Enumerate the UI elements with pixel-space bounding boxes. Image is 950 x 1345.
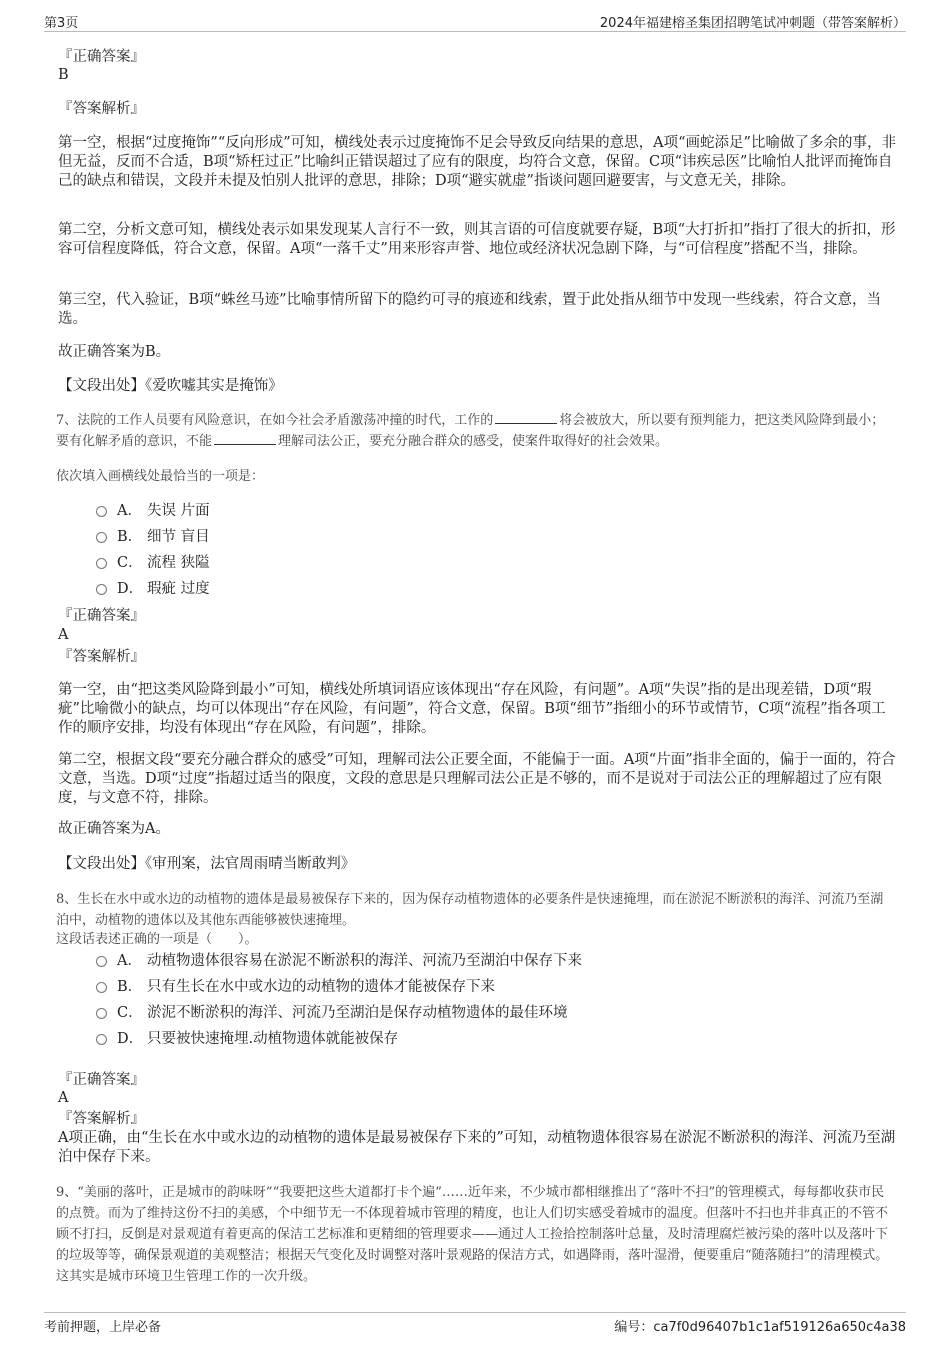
q8-option-a[interactable] <box>96 952 582 970</box>
q7-option-c[interactable] <box>96 554 210 572</box>
q7-prompt: 依次填入画横线处最恰当的一项是： <box>56 469 265 484</box>
option-key: D． <box>117 1031 144 1047</box>
option-key: A． <box>117 953 142 969</box>
option-key: C． <box>117 555 143 571</box>
q6-analysis-p1: 第一空，根据“过度掩饰”“反向形成”可知，横线处表示过度掩饰不足会导致反向结果的意思，A项“画蛇添足”比喻做了多余的事，非但无益，反而不合适，B项“矫枉过正”比喻纠正错误超过了应有的限度，均符合文意，保留。C项“讳疾忌医”比喻怕人批评而掩饰自己的缺点和错误，文段并未提及怕别人批评的意思，排除；D项“避实就虚”指谈问题回避要害，与文意无关，排除。 <box>58 135 896 189</box>
q7-option-b[interactable] <box>96 528 210 546</box>
q7-source: 【文段出处】《审刑案，法官周雨晴当断敢判》 <box>58 856 356 872</box>
q8-option-c[interactable] <box>96 1004 568 1022</box>
q8-analysis-label: 『答案解析』 <box>58 1111 145 1127</box>
q7-option-a[interactable] <box>96 502 210 520</box>
fill-blank <box>495 412 557 424</box>
code-label: 编号： <box>614 1320 654 1335</box>
q7-analysis-p1: 第一空，由“把这类风险降到最小”可知，横线处所填词语应该体现出“存在风险，有问题”。A项“失误”指的是出现差错，D项“瑕疵”比喻微小的缺点，均可以体现出“存在风险，有问题”，符合文意，保留。B项“细节”指细小的环节或情节，C项“流程”指各项工作的顺序安排，均没有体现出“存在风险，有问题”，排除。 <box>58 682 886 736</box>
q6-analysis-p3: 第三空，代入验证，B项“蛛丝马迹”比喻事情所留下的隐约可寻的痕迹和线索，置于此处指从细节中发现一些线索，符合文意，当选。 <box>58 292 881 327</box>
q7-analysis-p2: 第二空，根据文段“要充分融合群众的感受”可知，理解司法公正要全面，不能偏于一面。A项“片面”指非全面的，偏于一面的，符合文意，当选。D项“过度”指超过适当的限度，文段的意思是只理解司法公正是不够的，而不是说对于司法公正的理解超过了应有限度，与文意不符，排除。 <box>58 752 896 806</box>
q7-option-d[interactable] <box>96 580 210 598</box>
q7-stem-part1: 7、法院的工作人员要有风险意识，在如今社会矛盾激荡冲撞的时代，工作的 <box>56 413 494 428</box>
fill-blank <box>214 433 276 445</box>
q8-prompt: 这段话表述正确的一项是（ ）。 <box>56 932 258 947</box>
page-footer <box>44 1312 906 1336</box>
q8-option-b[interactable] <box>96 978 495 996</box>
radio-button-icon[interactable] <box>96 956 107 967</box>
option-text: 动植物遗体很容易在淤泥不断淤积的海洋、河流乃至湖泊中保存下来 <box>147 953 582 969</box>
q6-analysis-p2: 第二空，分析文意可知，横线处表示如果发现某人言行不一致，则其言语的可信度就要存疑，B项“大打折扣”指打了很大的折扣，形容可信程度降低，符合文意，保留。A项“一落千丈”用来形容声誉、地位或经济状况急剧下降，与“可信程度”搭配不当，排除。 <box>58 222 896 257</box>
option-text: 瑕疵 过度 <box>147 581 210 597</box>
q8-option-d[interactable] <box>96 1030 398 1048</box>
q6-source: 【文段出处】《爱吹嘘其实是掩饰》 <box>58 378 283 394</box>
option-text: 只要被快速掩埋.动植物遗体就能被保存 <box>147 1031 399 1047</box>
option-text: 细节 盲目 <box>147 529 210 545</box>
radio-button-icon[interactable] <box>96 532 107 543</box>
radio-button-icon[interactable] <box>96 558 107 569</box>
option-key: C． <box>117 1005 143 1021</box>
q6-answer: B <box>58 67 69 83</box>
q7-answer-label: 『正确答案』 <box>58 608 145 624</box>
code-value: ca7f0d96407b1c1af519126a650c4a38 <box>653 1320 906 1335</box>
q7-analysis-label: 『答案解析』 <box>58 649 145 665</box>
q7-stem-part3: 理解司法公正，要充分融合群众的感受，使案件取得好的社会效果。 <box>278 434 669 449</box>
q6-conclusion: 故正确答案为B。 <box>58 344 171 360</box>
q6-analysis-label: 『答案解析』 <box>58 101 145 117</box>
page-number: 第3页 <box>44 16 79 31</box>
radio-button-icon[interactable] <box>96 506 107 517</box>
option-text: 淤泥不断淤积的海洋、河流乃至湖泊是保存动植物遗体的最佳环境 <box>147 1005 568 1021</box>
q7-answer: A <box>58 627 69 643</box>
document-code <box>614 1316 906 1335</box>
option-key: B． <box>117 979 143 995</box>
option-key: D． <box>117 581 144 597</box>
q8-answer: A <box>58 1090 69 1106</box>
radio-button-icon[interactable] <box>96 1008 107 1019</box>
page-header <box>44 10 906 32</box>
q6-answer-label: 『正确答案』 <box>58 49 145 65</box>
q9-stem: 9、“美丽的落叶，正是城市的韵味呀”“我要把这些大道都打卡个遍”……近年来，不少城市都相继推出了“落叶不扫”的管理模式，每每都收获市民的点赞。而为了维持这份不扫的美感，个中细节无一不体现着城市管理的精度，也让人们切实感受着城市的温度。但落叶不扫也并非真正的不管不顾不打扫，反倒是对景观道有着更高的保洁工艺标准和更精细的管理要求——通过人工捡拾控制落叶总量，及时清理腐烂被污染的落叶以及落叶下的垃圾等等，确保景观道的美观整洁；根据天气变化及时调整对落叶景观路的保洁方式，如遇降雨，落叶湿滑，便要重启“随落随扫”的清理模式。这其实是城市环境卫生管理工作的一次升级。 <box>56 1185 889 1284</box>
q7-stem <box>56 410 896 452</box>
q7-conclusion: 故正确答案为A。 <box>58 821 170 837</box>
q7-stem-part2: 将会被放大，所以要有预判能力，把这类风险降到最小；要有化解矛盾的意识，不能 <box>56 413 885 449</box>
radio-button-icon[interactable] <box>96 982 107 993</box>
radio-button-icon[interactable] <box>96 584 107 595</box>
q8-answer-label: 『正确答案』 <box>58 1072 145 1088</box>
option-text: 流程 狭隘 <box>147 555 210 571</box>
q8-stem: 8、生长在水中或水边的动植物的遗体是最易被保存下来的，因为保存动植物遗体的必要条件是快速掩埋，而在淤泥不断淤积的海洋、河流乃至湖泊中，动植物的遗体以及其他东西能够被快速掩埋。 <box>56 892 884 928</box>
option-text: 只有生长在水中或水边的动植物的遗体才能被保存下来 <box>147 979 495 995</box>
q8-analysis-p1: A项正确，由“生长在水中或水边的动植物的遗体是最易被保存下来的”可知，动植物遗体很容易在淤泥不断淤积的海洋、河流乃至湖泊中保存下来。 <box>58 1130 896 1165</box>
option-key: A． <box>117 503 142 519</box>
option-text: 失误 片面 <box>147 503 210 519</box>
document-title: 2024年福建榕圣集团招聘笔试冲刺题（带答案解析） <box>599 16 906 31</box>
option-key: B． <box>117 529 143 545</box>
radio-button-icon[interactable] <box>96 1034 107 1045</box>
footer-slogan: 考前押题，上岸必备 <box>44 1320 162 1335</box>
